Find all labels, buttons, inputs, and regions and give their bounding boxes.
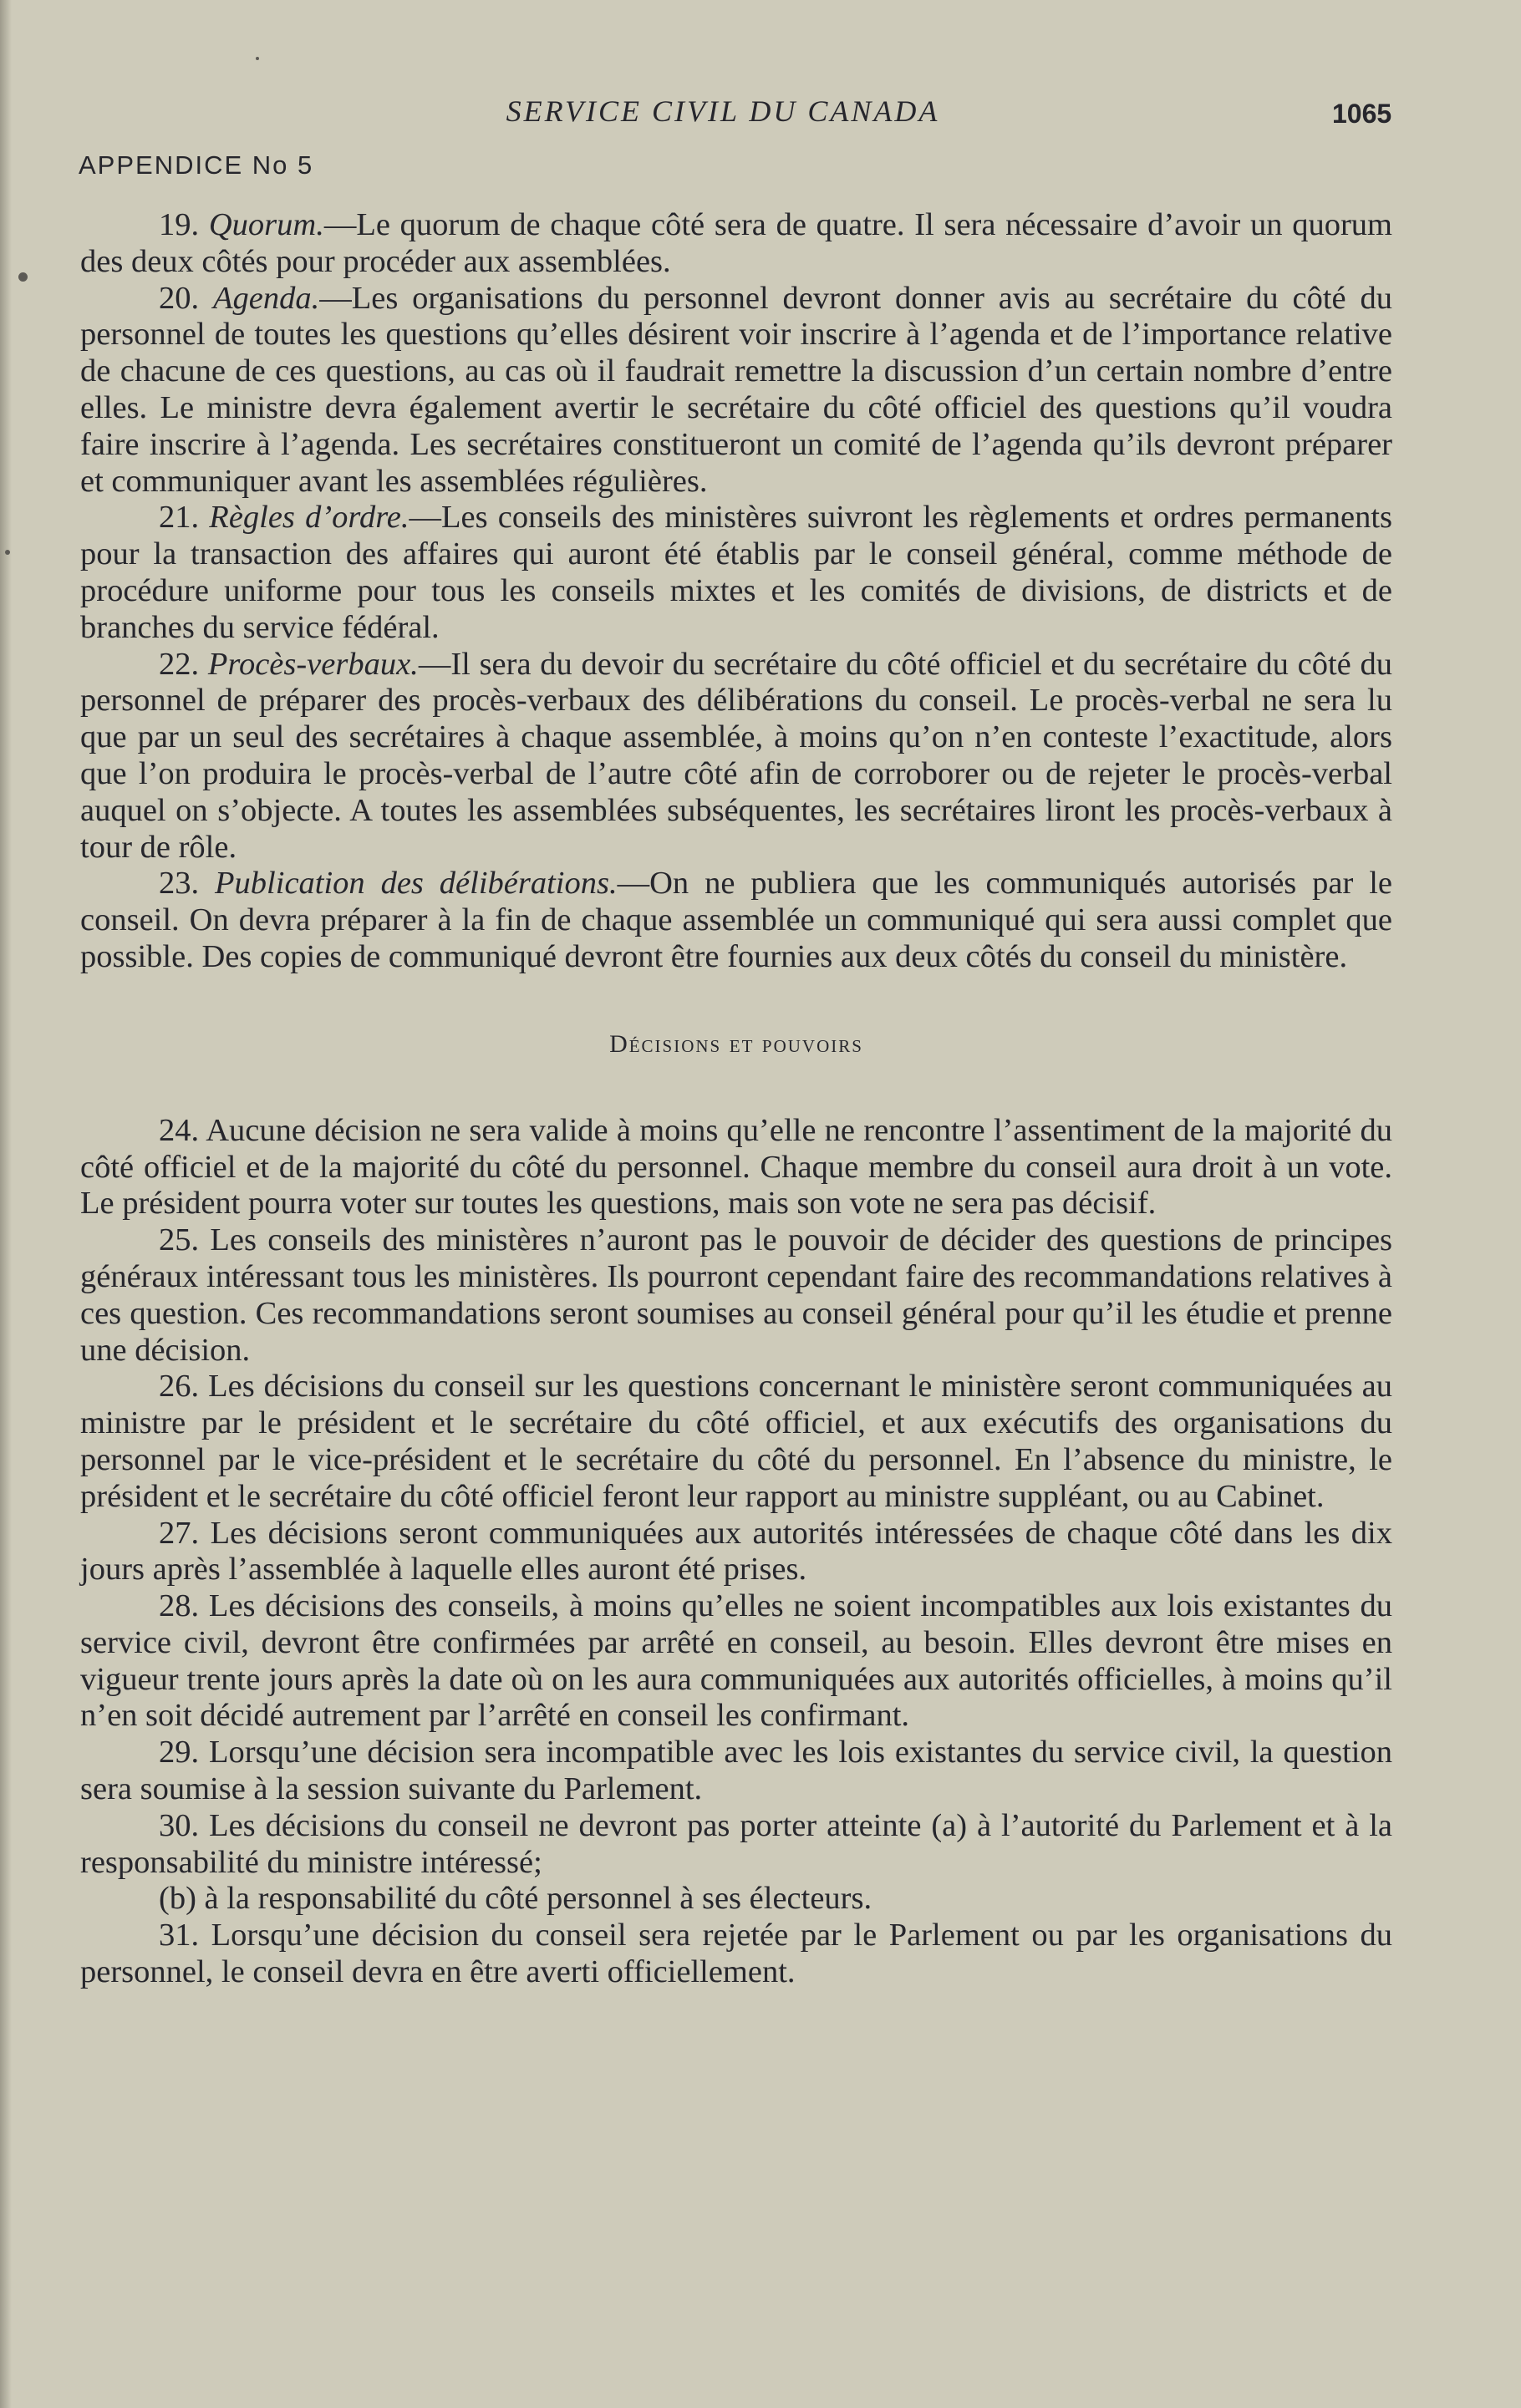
running-title: SERVICE CIVIL DU CANADA (506, 94, 940, 128)
paragraph-25 (80, 1222, 1392, 1369)
paragraph-number: 30. (159, 1807, 200, 1843)
page-edge-shadow (0, 0, 12, 2408)
paper-speck (18, 272, 28, 282)
paragraph-26 (80, 1369, 1392, 1515)
paragraph-text: Les décisions des conseils, à moins qu’elles ne soient incompatibles aux lois existantes du service civil, devront être confirmées par arrêté en conseil, au besoin. Elles devront être mises en vigueur trente jours après la date où on les aura communiquées aux autorités officielles, à moins qu’il n’en soit décidé autrement par l’arrêté en conseil les confirmant. (80, 1588, 1392, 1734)
paragraph-text: —Les organisations du personnel devront donner avis au secrétaire du côté du personnel de toutes les questions qu’elles désirent voir inscrire à l’agenda et de l’importance relative de chacune de ces questions, au cas où il faudrait remettre la discussion d’un certain nombre d’entre elles. Le ministre devra également avertir le secrétaire du côté officiel des questions qu’il voudra faire inscrire à l’agenda. Les secrétaires constitueront un comité de l’agenda qu’ils devront préparer et communiquer avant les assemblées régulières. (80, 280, 1392, 499)
paragraph-text: Les conseils des ministères n’auront pas le pouvoir de décider des questions de principes généraux intéressant tous les ministères. Ils pourront cependant faire des recommandations relatives à ces question. Ces recommandations seront soumises au conseil général pour qu’il les étudie et prenne une décision. (80, 1222, 1393, 1368)
paragraph-28 (80, 1588, 1392, 1735)
paragraph-text: —Le quorum de chaque côté sera de quatre. Il sera nécessaire d’avoir un quorum des deux côtés pour procéder aux assemblées. (80, 207, 1393, 279)
paper-speck (5, 550, 10, 555)
paragraph-number: 29. (159, 1735, 200, 1770)
paragraph-27 (80, 1516, 1392, 1589)
paragraph-number: 22. (159, 646, 200, 682)
paragraph-text: Aucune décision ne sera valide à moins qu’elle ne rencontre l’assentiment de la majorité du côté officiel et de la majorité du côté du personnel. Chaque membre du conseil aura droit à un vote. Le président pourra voter sur toutes les questions, mais son vote ne sera pas décisif. (80, 1112, 1392, 1222)
paragraph-text: Les décisions du conseil sur les questions concernant le ministère seront communiquées au ministre par le président et le secrétaire du côté officiel, et aux exécutifs des organisations du personnel par le vice-président et le secrétaire du côté du personnel. En l’absence du ministre, le président et le secrétaire du côté officiel feront leur rapport au ministre suppléant, ou au Cabinet. (80, 1369, 1392, 1514)
paragraph-title: Agenda. (212, 280, 320, 316)
paragraph-title: Publication des délibérations. (215, 866, 618, 902)
paragraph-number: 25. (159, 1222, 200, 1258)
paragraph-24 (80, 1113, 1392, 1222)
paragraph-text: —Les conseils des ministères suivront les règlements et ordres permanents pour la transaction des affaires qui auront été établis par le conseil général, comme méthode de procédure uniforme pour tous les conseils mixtes et les comités de divisions, de districts et de branches du service fédéral. (80, 500, 1393, 645)
paragraph-number: 21. (159, 500, 200, 536)
paragraph-21 (80, 500, 1392, 646)
paragraph-text: Les décisions du conseil ne devront pas porter atteinte (a) à l’autorité du Parlement et à la responsabilité du ministre intéressé; (80, 1807, 1392, 1880)
paragraph-number: 23. (159, 866, 200, 902)
section-heading: Décisions et pouvoirs (609, 1029, 863, 1058)
paragraph-31 (80, 1918, 1392, 1991)
paragraph-22 (80, 647, 1392, 866)
paragraph-text: Les décisions seront communiquées aux autorités intéressées de chaque côté dans les dix jours après l’assemblée à laquelle elles auront été prises. (80, 1515, 1392, 1588)
paragraph-title: Quorum. (208, 207, 324, 242)
paper-speck (256, 57, 259, 60)
paragraph-23 (80, 866, 1392, 975)
paragraph-20 (80, 281, 1392, 500)
paragraph-number: 31. (159, 1918, 200, 1953)
body-text (80, 207, 1392, 1991)
paragraph-29 (80, 1735, 1392, 1808)
paragraph-title: Règles d’ordre. (209, 500, 410, 536)
paragraph-number: 19. (159, 207, 200, 242)
paragraph-19 (80, 207, 1392, 281)
appendix-label: APPENDICE No 5 (79, 150, 314, 180)
paragraph-title: Procès-verbaux. (207, 646, 419, 682)
paragraph-number: 27. (159, 1515, 200, 1551)
paragraph-text: —Il sera du devoir du secrétaire du côté officiel et du secrétaire du côté du personnel de préparer des procès-verbaux des délibérations du conseil. Le procès-verbal ne sera lu que par un seul des secrétaires à chaque assemblée, à moins qu’on n’en conteste l’exactitude, alors que l’on produira le procès-verbal de l’autre côté afin de corroborer ou de rejeter le procès-verbal auquel on s’objecte. A toutes les assemblées subséquentes, les secrétaires liront les procès-verbaux à tour de rôle. (80, 646, 1393, 865)
paragraph-text: —On ne publiera que les communiqués autorisés par le conseil. On devra préparer à la fin de chaque assemblée un communiqué qui sera aussi complet que possible. Des copies de communiqué devront être fournies aux deux côtés du conseil du ministère. (80, 866, 1393, 974)
page-number: 1065 (1332, 99, 1392, 129)
paragraph-number: 24. (159, 1112, 200, 1148)
paragraph-text: (b) à la responsabilité du côté personnel à ses électeurs. (159, 1881, 872, 1917)
paragraph-30b (80, 1881, 1392, 1918)
paragraph-number: 28. (159, 1588, 200, 1624)
paragraph-text: Lorsqu’une décision du conseil sera rejetée par le Parlement ou par les organisations du personnel, le conseil devra en être averti officiellement. (80, 1918, 1392, 1990)
paragraph-text: Lorsqu’une décision sera incompatible avec les lois existantes du service civil, la question sera soumise à la session suivante du Parlement. (80, 1735, 1392, 1807)
paragraph-30 (80, 1808, 1392, 1882)
paragraph-number: 26. (159, 1369, 200, 1405)
paragraph-number: 20. (159, 280, 200, 316)
